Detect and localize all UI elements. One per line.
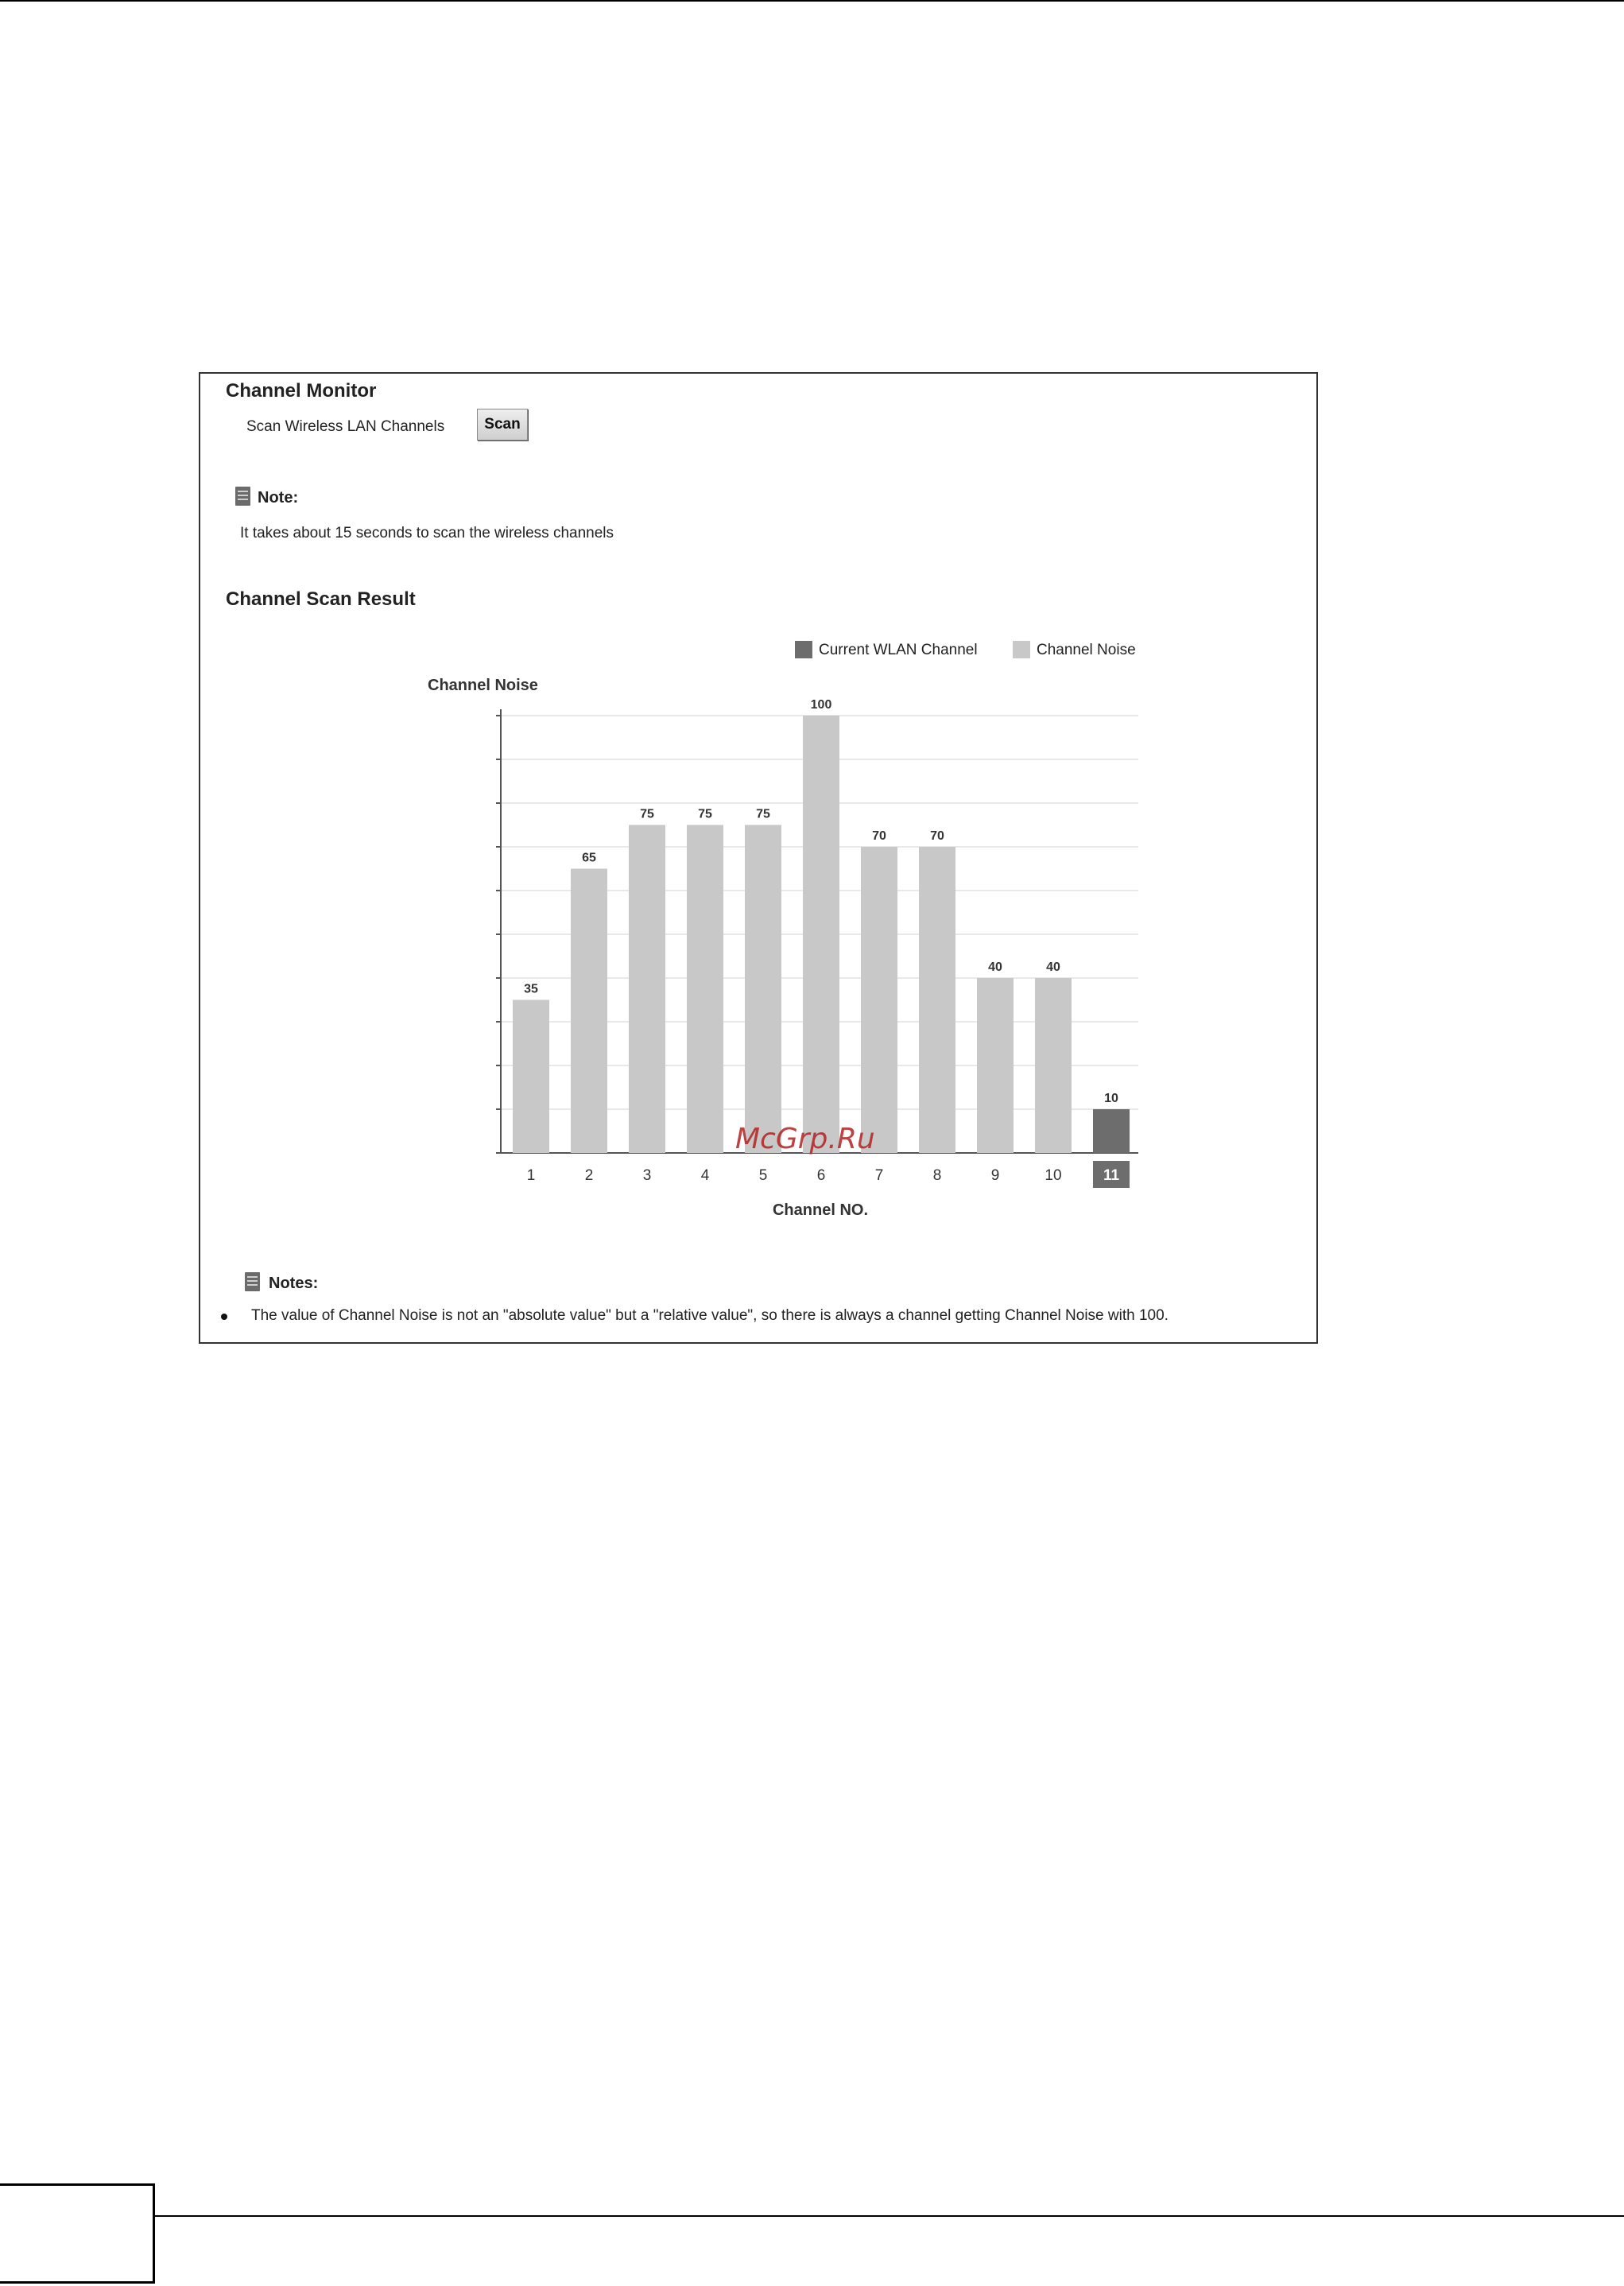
legend-noise-swatch: [1013, 641, 1030, 658]
data-label: 75: [756, 807, 770, 821]
data-label: 40: [988, 961, 1002, 974]
y-axis-title: Channel Noise: [428, 677, 538, 694]
data-label: 40: [1046, 961, 1060, 974]
x-tick-label: 5: [758, 1167, 768, 1184]
scan-result-title: Channel Scan Result: [226, 588, 416, 610]
notes-label: Notes:: [269, 1275, 319, 1292]
x-tick-label: 9: [990, 1167, 1000, 1184]
header-rule: [0, 0, 1624, 2]
x-tick-label: 8: [932, 1167, 942, 1184]
bar-channel-1: [513, 1000, 549, 1154]
data-label: 35: [524, 982, 538, 996]
legend-current-swatch: [795, 641, 812, 658]
notes-item: The value of Channel Noise is not an "absolute value" but a "relative value", so there is always a channel getting Channel Noise with 100.: [251, 1307, 1169, 1324]
bar-channel-2: [571, 869, 607, 1154]
bar-channel-7: [861, 847, 897, 1153]
x-tick-label: 1: [526, 1167, 536, 1184]
note-label: Note:: [258, 489, 299, 506]
x-tick-label: 3: [642, 1167, 652, 1184]
bar-channel-10: [1035, 978, 1072, 1153]
bar-channel-5: [745, 825, 781, 1154]
x-tick-label: 6: [816, 1167, 826, 1184]
bar-channel-11: [1093, 1109, 1130, 1153]
x-tick-label: 7: [874, 1167, 884, 1184]
legend-current-label: Current WLAN Channel: [819, 642, 978, 658]
bar-channel-9: [977, 978, 1014, 1153]
channel-monitor-title: Channel Monitor: [226, 380, 377, 402]
notes-bullet: [221, 1314, 227, 1320]
watermark: McGrp.Ru: [735, 1123, 875, 1155]
chart-bars: [513, 698, 1130, 1153]
data-label: 75: [698, 807, 712, 821]
scan-button[interactable]: Scan: [477, 409, 528, 441]
x-tick-label: 10: [1045, 1167, 1062, 1184]
data-label: 100: [810, 698, 832, 712]
x-tick-label: 4: [700, 1167, 710, 1184]
data-label: 70: [930, 829, 944, 843]
data-label: 70: [872, 829, 886, 843]
data-label: 10: [1104, 1092, 1118, 1105]
bar-channel-3: [629, 825, 665, 1154]
chart-ticks: [527, 1161, 1130, 1188]
bar-channel-4: [687, 825, 723, 1154]
bar-channel-6: [803, 716, 839, 1153]
x-tick-label: 2: [584, 1167, 594, 1184]
footer-rule: [155, 2215, 1624, 2217]
x-tick-label: 11: [1103, 1167, 1120, 1184]
scan-wireless-label: Scan Wireless LAN Channels: [246, 418, 445, 435]
page-number-box: [0, 2183, 155, 2284]
x-axis-title: Channel NO.: [772, 1201, 869, 1219]
note-text: It takes about 15 seconds to scan the wireless channels: [240, 525, 614, 541]
data-label: 75: [640, 807, 654, 821]
note-icon: [235, 487, 250, 506]
notes-icon: [245, 1272, 260, 1291]
legend-noise-label: Channel Noise: [1037, 642, 1136, 658]
bar-channel-8: [919, 847, 955, 1153]
data-label: 65: [582, 851, 596, 865]
